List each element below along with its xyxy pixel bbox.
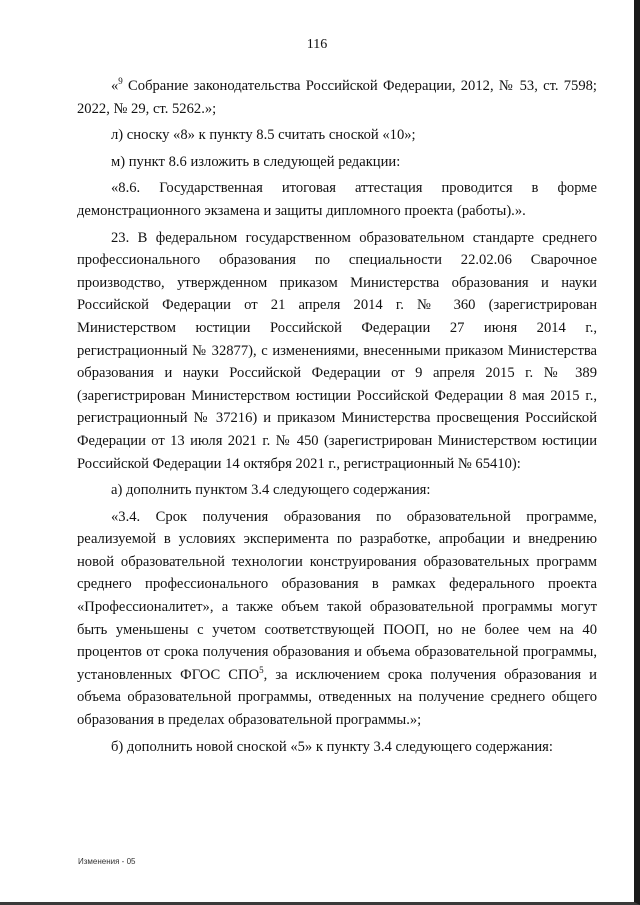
paragraph-b: б) дополнить новой сноской «5» к пункту 3.4 следующего содержания: — [111, 738, 553, 755]
paragraph-a: а) дополнить пунктом 3.4 следующего содержания: — [111, 482, 431, 499]
paragraph-3-4-part2: , за исключением срока получения образования и объема образовательной программы, отведенных на получение среднего общего образования в пределах образовательной программы.»; — [77, 666, 597, 729]
footnote-9-text — [77, 75, 597, 120]
paragraph-23: 23. В федеральном государственном образовательном стандарте среднего профессионального образования по специальности 22.02.06 Сварочное производство, утвержденном приказом Министерства образования и науки Российской Федерации от 21 апреля 2014 г. № 360 (зарегистрирован Министерством юстиции Российской Федерации 27 июня 2014 г., регистрационный № 32877), с изменениями, внесенными приказом Министерства образования и науки Российской Федерации от 9 апреля 2015 г. № 389 (зарегистрирован Министерством юстиции Российской Федерации 8 мая 2015 г., регистрационный № 37216) и приказом Министерства просвещения Российской Федерации от 13 июля 2021 г. № 450 (зарегистрирован Министерством юстиции Российской Федерации 14 октября 2021 г., регистрационный № 65410): — [77, 229, 597, 472]
paragraph-m: м) пункт 8.6 изложить в следующей редакции: — [111, 153, 401, 170]
footnote-body: Собрание законодательства Российской Федерации, 2012, № 53, ст. 7598; 2022, № 29, ст. 5262.»; — [77, 78, 597, 117]
paragraph-8-6: «8.6. Государственная итоговая аттестация проводится в форме демонстрационного экзамена и защиты дипломного проекта (работы).». — [77, 180, 597, 219]
paragraph-3-4-part1: «3.4. Срок получения образования по образовательной программе, реализуемой в условиях эксперимента по разработке, апробации и внедрению новой образовательной технологии конструирования образовательных программ среднего профессионального образования в рамках федерального проекта «Профессионалитет», а также объем такой образовательной программы могут быть уменьшены с учетом соответствующей ПООП, но не более чем на 40 процентов от срока получения образования и объема образовательной программы, установленных ФГОС СПО — [77, 508, 597, 683]
footnote-marker: 9 — [118, 76, 123, 87]
footnote-ref-5: 5 — [259, 664, 264, 675]
footnote-open-quote: « — [111, 78, 119, 94]
footer-label: Изменения - 05 — [78, 857, 136, 866]
page-number: 116 — [306, 37, 328, 52]
paragraph-3-4 — [77, 506, 597, 732]
paragraph-l: л) сноску «8» к пункту 8.5 считать сноской «10»; — [111, 127, 416, 144]
document-body — [77, 75, 597, 758]
